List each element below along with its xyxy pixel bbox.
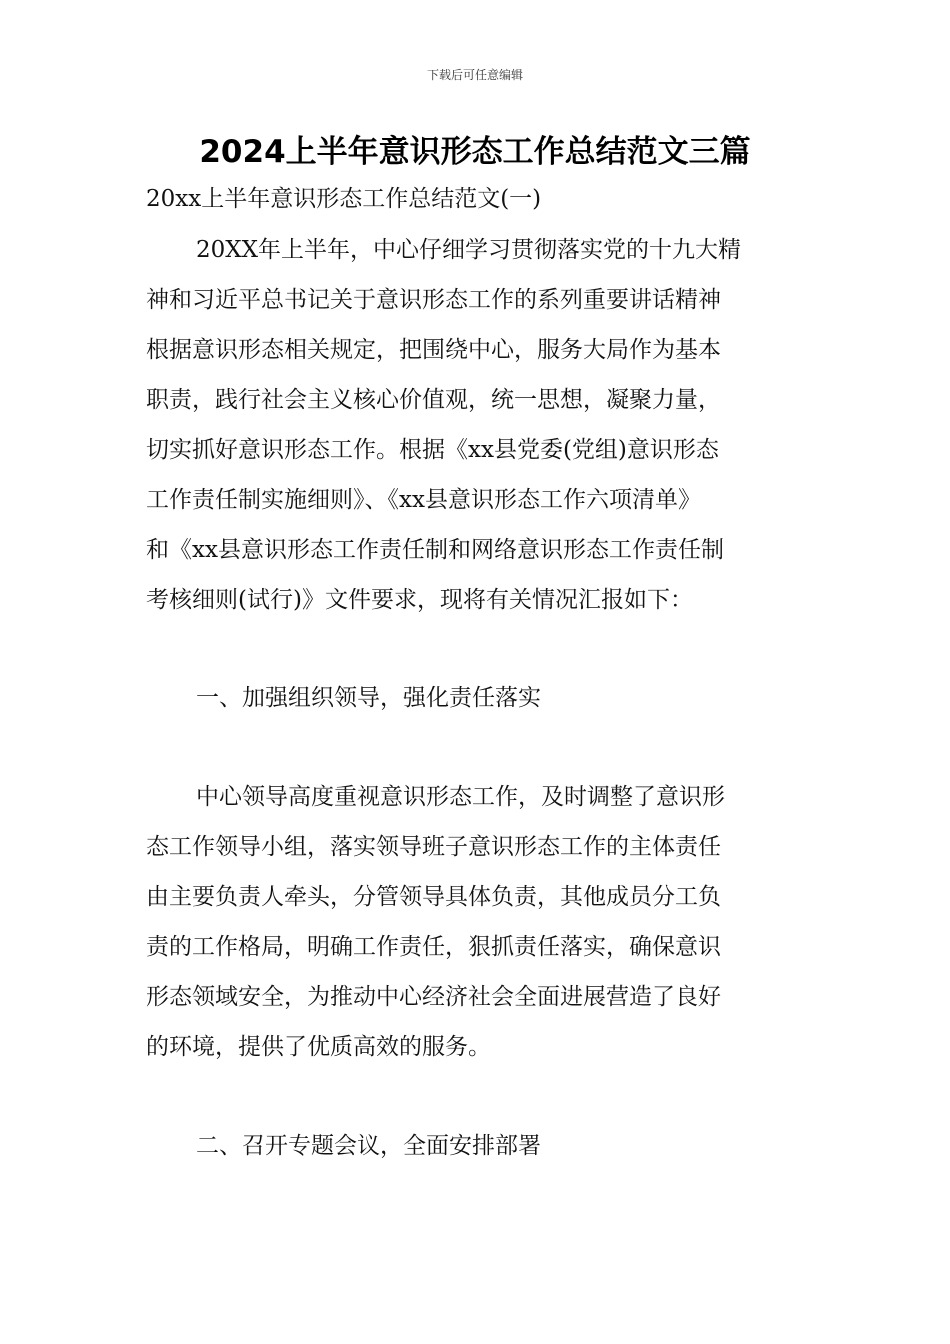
paragraph1-line: 考核细则(试行)》文件要求，现将有关情况汇报如下：	[146, 587, 693, 613]
heading-1: 一、加强组织领导，强化责任落实	[196, 685, 541, 711]
paragraph2-line: 由主要负责人牵头，分管领导具体负责，其他成员分工负	[146, 884, 721, 910]
paragraph1-line: 职责，践行社会主义核心价值观，统一思想，凝聚力量，	[146, 387, 721, 413]
paragraph1-line: 工作责任制实施细则》、《xx县意识形态工作六项清单》	[146, 487, 701, 513]
section-title: 20xx上半年意识形态工作总结范文(一)	[146, 186, 542, 212]
paragraph1-line: 神和习近平总书记关于意识形态工作的系列重要讲话精神	[146, 287, 721, 313]
paragraph1-line: 切实抓好意识形态工作。根据《xx县党委(党组)意识形态	[146, 437, 719, 463]
paragraph1-line: 20XX年上半年，中心仔细学习贯彻落实党的十九大精	[196, 237, 742, 263]
document-title: 2024上半年意识形态工作总结范文三篇	[199, 134, 751, 170]
header-note: 下载后可任意编辑	[426, 68, 523, 82]
paragraph1-line: 根据意识形态相关规定，把围绕中心，服务大局作为基本	[146, 337, 721, 363]
paragraph2-line: 形态领域安全，为推动中心经济社会全面进展营造了良好	[146, 984, 721, 1010]
paragraph2-line: 态工作领导小组，落实领导班子意识形态工作的主体责任	[146, 834, 721, 860]
paragraph2-line: 的环境，提供了优质高效的服务。	[146, 1034, 491, 1060]
paragraph2-line: 中心领导高度重视意识形态工作，及时调整了意识形	[196, 784, 725, 810]
paragraph2-line: 责的工作格局，明确工作责任，狠抓责任落实，确保意识	[146, 934, 721, 960]
paragraph1-line: 和《xx县意识形态工作责任制和网络意识形态工作责任制	[146, 537, 724, 563]
heading-2: 二、召开专题会议，全面安排部署	[196, 1133, 541, 1159]
